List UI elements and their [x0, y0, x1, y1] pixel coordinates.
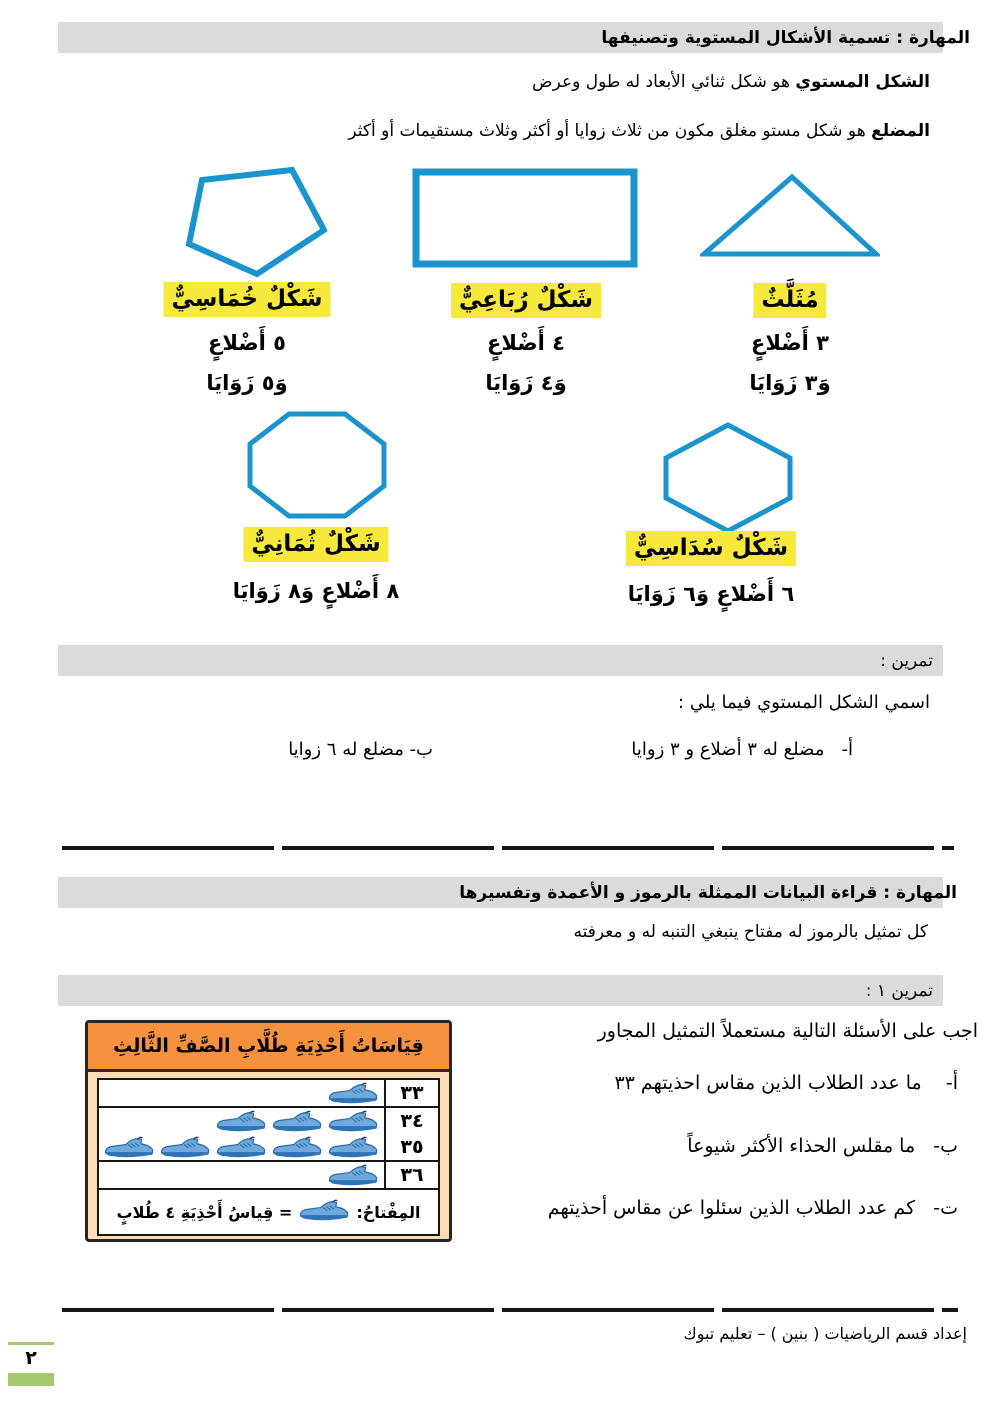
quadrilateral-angles: وَ٤ زَوَايَا — [485, 371, 567, 395]
shoe-icon — [103, 1136, 155, 1159]
shoe-size-label: ٣٥ — [384, 1134, 438, 1160]
pictograph-key-value: = قِياسُ أَحْذِيَةِ ٤ طُلابٍ — [116, 1202, 293, 1222]
pictograph-key — [99, 1188, 438, 1234]
exercise1-item-b: ب- مضلع له ٦ زوايا — [288, 739, 433, 760]
pictograph-row — [99, 1162, 438, 1188]
pictograph-grid — [97, 1078, 440, 1236]
pictograph-title: قِيَاسَاتُ أَحْذِيَةِ طُلَّابِ الصَّفِّ الثَّالِثِ — [88, 1023, 449, 1072]
quadrilateral-sides: ٤ أَضْلاعٍ — [487, 331, 565, 355]
pictograph-row — [99, 1108, 438, 1134]
page-number-top-rule — [8, 1342, 54, 1345]
pictograph-note: كل تمثيل بالرموز له مفتاح ينبغي التنبه له و معرفته — [573, 922, 928, 942]
page-number-bottom-mark — [8, 1373, 54, 1386]
octagon-shape — [241, 406, 393, 524]
footer-divider — [62, 1308, 958, 1312]
exercise1-bar — [58, 645, 943, 676]
shoe-icon — [215, 1110, 267, 1133]
definition-polygon-text: هو شكل مستو مغلق مكون من ثلاث زوايا أو أكثر وثلاث مستقيمات أو أكثر — [348, 121, 872, 141]
question-item-b: ب- ما مقلس الحذاء الأكثر شيوعاً — [687, 1135, 958, 1157]
pictograph-row — [99, 1080, 438, 1108]
shoe-size-label: ٣٦ — [384, 1162, 438, 1188]
shoe-symbols-cell — [99, 1108, 384, 1134]
triangle-sides: ٣ أَضْلاعٍ — [751, 331, 829, 355]
page-number: ٢ — [25, 1347, 37, 1369]
shoe-symbols-cell — [99, 1134, 384, 1160]
section1-title: المهارة : تسمية الأشكال المستوية وتصنيفها — [601, 28, 970, 48]
pentagon-shape — [183, 164, 327, 290]
octagon-label: شَكْلٌ ثُمَانِيٌّ — [243, 527, 388, 562]
shoe-icon — [271, 1136, 323, 1159]
shoe-size-label: ٣٤ — [384, 1108, 438, 1134]
shoe-symbols-cell — [99, 1162, 384, 1188]
shoe-icon — [215, 1136, 267, 1159]
pentagon-angles: وَ٥ زَوَايَا — [206, 371, 288, 395]
shoe-icon — [327, 1082, 379, 1105]
footer-credit: إعداد قسم الرياضيات ( بنين ) – تعليم تبوك — [683, 1324, 967, 1343]
pentagon-sides: ٥ أَضْلاعٍ — [208, 331, 286, 355]
shoe-icon — [159, 1136, 211, 1159]
pentagon-label: شَكْلٌ خُمَاسِيٌّ — [163, 282, 330, 317]
exercise1-item-a: أ- مضلع له ٣ أضلاع و ٣ زوايا — [631, 739, 853, 760]
shoe-icon — [271, 1110, 323, 1133]
shoe-icon — [298, 1199, 350, 1222]
octagon-counts: ٨ أَضْلاعٍ وَ٨ زَوَايَا — [232, 579, 400, 603]
triangle-shape — [700, 173, 880, 258]
definition-polygon — [348, 119, 930, 144]
shoe-icon — [327, 1110, 379, 1133]
shoe-size-label: ٣٣ — [384, 1080, 438, 1106]
hexagon-counts: ٦ أَضْلاعٍ وَ٦ زَوَايَا — [627, 582, 795, 606]
shoe-icon — [327, 1136, 379, 1159]
triangle-label: مُثَلَّثٌ — [753, 283, 826, 318]
shoe-symbols-cell — [99, 1080, 384, 1106]
section2-title: المهارة : قراءة البيانات الممثلة بالرموز و الأعمدة وتفسيرها — [459, 883, 957, 903]
pictograph-table — [85, 1020, 452, 1242]
questions-intro: اجب على الأسئلة التالية مستعملاً التمثيل المجاور — [597, 1020, 978, 1042]
definition-plane-shape-text: هو شكل ثنائي الأبعاد له طول وعرض — [532, 72, 796, 92]
definition-plane-shape — [532, 70, 930, 95]
rectangle-shape — [412, 168, 638, 268]
exercise2-bar-label: تمرين ١ : — [865, 981, 933, 1001]
triangle-angles: وَ٣ زَوَايَا — [749, 371, 831, 395]
exercise2-bar — [58, 975, 943, 1006]
hexagon-label: شَكْلٌ سُدَاسِيٌّ — [626, 531, 796, 566]
pictograph-row — [99, 1134, 438, 1162]
hexagon-shape — [662, 421, 794, 535]
section-divider — [62, 846, 954, 850]
exercise1-prompt: اسمي الشكل المستوي فيما يلي : — [678, 692, 930, 713]
definition-polygon-term: المضلع — [871, 121, 930, 141]
exercise1-bar-label: تمرين : — [880, 651, 933, 671]
pictograph-key-shoe-slot — [298, 1199, 350, 1226]
pictograph-rows — [99, 1080, 438, 1188]
quadrilateral-label: شَكْلٌ رُبَاعِيٌّ — [451, 283, 601, 318]
question-item-c: ت- كم عدد الطلاب الذين سئلوا عن مقاس أحذيتهم — [547, 1197, 958, 1219]
question-item-a: أ- ما عدد الطلاب الذين مقاس احذيتهم ٣٣ — [614, 1072, 958, 1094]
shoe-icon — [327, 1164, 379, 1187]
definition-plane-shape-term: الشكل المستوي — [795, 72, 930, 92]
pictograph-key-label: المِفْتاحُ: — [356, 1202, 421, 1222]
